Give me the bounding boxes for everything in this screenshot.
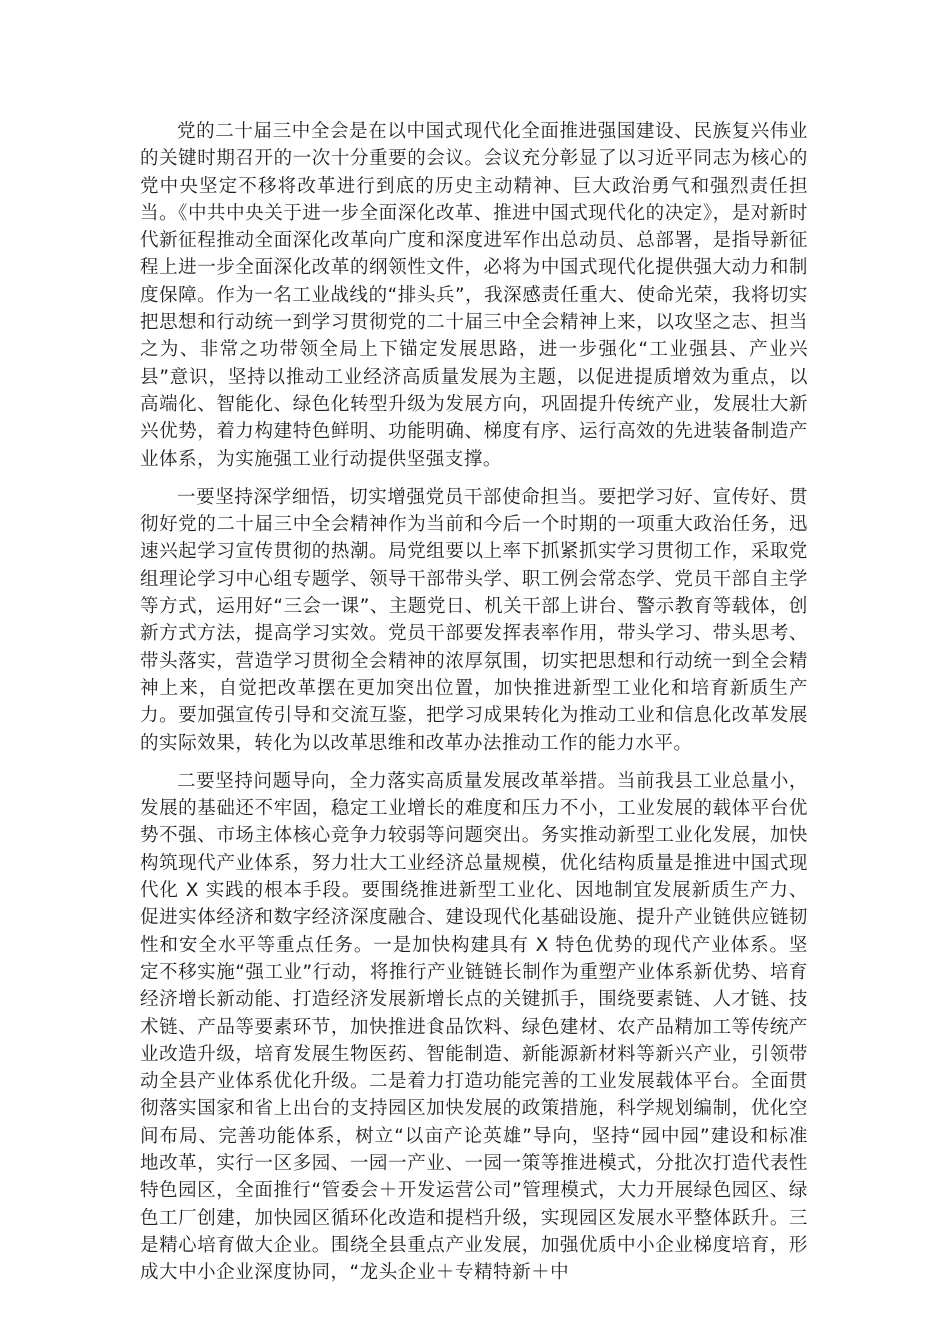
paragraph-intro: 党的二十届三中全会是在以中国式现代化全面推进强国建设、民族复兴伟业的关键时期召开的一次十分重要的会议。会议充分彰显了以习近平同志为核心的党中央坚定不移将改革进行到底的历史主动精神、巨大政治勇气和强烈责任担当。《中共中央关于进一步全面深化改革、推进中国式现代化的决定》，是对新时代新征程推动全面深化改革向广度和深度进军作出总动员、总部署，是指导新征程上进一步全面深化改革的纲领性文件，必将为中国式现代化提供强大动力和制度保障。作为一名工业战线的“排头兵”，我深感责任重大、使命光荣，我将切实把思想和行动统一到学习贯彻党的二十届三中全会精神上来，以攻坚之志、担当之为、非常之功带领全局上下锚定发展思路，进一步强化“工业强县、产业兴县”意识，坚持以推动工业经济高质量发展为主题，以促进提质增效为重点，以高端化、智能化、绿色化转型升级为发展方向，巩固提升传统产业，发展壮大新兴优势，着力构建特色鲜明、功能明确、梯度有序、运行高效的先进装备制造产业体系，为实施强工业行动提供坚强支撑。 <box>140 121 808 470</box>
paragraph-second-point: 二要坚持问题导向，全力落实高质量发展改革举措。当前我县工业总量小，发展的基础还不牢固，稳定工业增长的难度和压力不小，工业发展的载体平台优势不强、市场主体核心竞争力较弱等问题突出。务实推动新型工业化发展，加快构筑现代产业体系，努力壮大工业经济总量规模，优化结构质量是推进中国式现代化 X 实践的根本手段。要围绕推进新型工业化、因地制宜发展新质生产力、促进实体经济和数字经济深度融合、建设现代化基础设施、提升产业链供应链韧性和安全水平等重点任务。一是加快构建具有 X 特色优势的现代产业体系。坚定不移实施“强工业”行动，将推行产业链链长制作为重塑产业体系新优势、培育经济增长新动能、打造经济发展新增长点的关键抓手，围绕要素链、人才链、技术链、产品等要素环节，加快推进食品饮料、绿色建材、农产品精加工等传统产业改造升级，培育发展生物医药、智能制造、新能源新材料等新兴产业，引领带动全县产业体系优化升级。二是着力打造功能完善的工业发展载体平台。全面贯彻落实国家和省上出台的支持园区加快发展的政策措施，科学规划编制，优化空间布局、完善功能体系，树立“以亩产论英雄”导向，坚持“园中园”建设和标准地改革，实行一区多园、一园一产业、一园一策等推进模式，分批次打造代表性特色园区，全面推行“管委会＋开发运营公司”管理模式，大力开展绿色园区、绿色工厂创建，加快园区循环化改造和提档升级，实现园区发展水平整体跃升。三是精心培育做大企业。围绕全县重点产业发展，加强优质中小企业梯度培育，形成大中小企业深度协同，“龙头企业＋专精特新＋中 <box>140 770 808 1284</box>
paragraph-first-point: 一要坚持深学细悟，切实增强党员干部使命担当。要把学习好、宣传好、贯彻好党的二十届三中全会精神作为当前和今后一个时期的一项重大政治任务，迅速兴起学习宣传贯彻的热潮。局党组要以上率下抓紧抓实学习贯彻工作，采取党组理论学习中心组专题学、领导干部带头学、职工例会常态学、党员干部自主学等方式，运用好“三会一课”、主题党日、机关干部上讲台、警示教育等载体，创新方式方法，提高学习实效。党员干部要发挥表率作用，带头学习、带头思考、带头落实，营造学习贯彻全会精神的浓厚氛围，切实把思想和行动统一到全会精神上来，自觉把改革摆在更加突出位置，加快推进新型工业化和培育新质生产力。要加强宣传引导和交流互鉴，把学习成果转化为推动工业和信息化改革发展的实际效果，转化为以改革思维和改革办法推动工作的能力水平。 <box>140 486 808 754</box>
document-body <box>140 118 808 1297</box>
